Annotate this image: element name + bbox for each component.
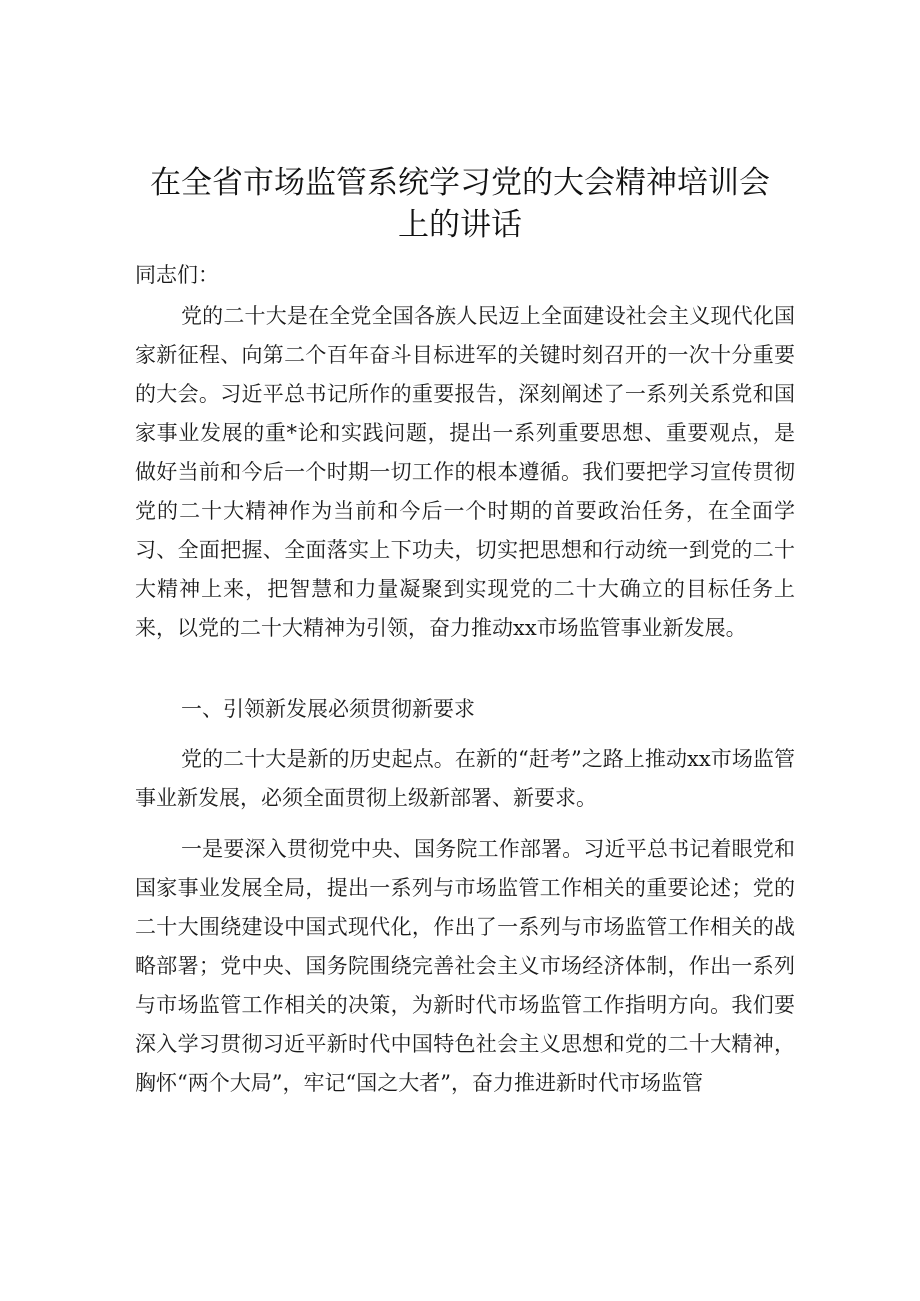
document-title-line-1: 在全省市场监管系统学习党的大会精神培训会 <box>150 165 770 201</box>
salutation: 同志们： <box>135 263 219 287</box>
document-title-line-2: 上的讲话 <box>398 207 522 243</box>
paragraph-point-one: 一是要深入贯彻党中央、国务院工作部署。习近平总书记着眼党和国家事业发展全局，提出一系列与市场监管工作相关的重要论述；党的二十大围绕建设中国式现代化，作出了一系列与市场监管工作相关的战略部署；党中央、国务院围绕完善社会主义市场经济体制，作出一系列与市场监管工作相关的决策，为新时代市场监管工作指明方向。我们要深入学习贯彻习近平新时代中国特色社会主义思想和党的二十大精神，胸怀“两个大局”，牢记“国之大者”，奋力推进新时代市场监管 <box>135 837 795 1095</box>
section-heading-1: 一、引领新发展必须贯彻新要求 <box>181 697 475 721</box>
paragraph-section-intro: 党的二十大是新的历史起点。在新的“赶考”之路上推动xx市场监管事业新发展，必须全面贯彻上级新部署、新要求。 <box>135 747 795 810</box>
paragraph-intro: 党的二十大是在全党全国各族人民迈上全面建设社会主义现代化国家新征程、向第二个百年奋斗目标进军的关键时刻召开的一次十分重要的大会。习近平总书记所作的重要报告，深刻阐述了一系列关系党和国家事业发展的重*论和实践问题，提出一系列重要思想、重要观点，是做好当前和今后一个时期一切工作的根本遵循。我们要把学习宣传贯彻党的二十大精神作为当前和今后一个时期的首要政治任务，在全面学习、全面把握、全面落实上下功夫，切实把思想和行动统一到党的二十大精神上来，把智慧和力量凝聚到实现党的二十大确立的目标任务上来，以党的二十大精神为引领，奋力推动xx市场监管事业新发展。 <box>135 304 795 640</box>
